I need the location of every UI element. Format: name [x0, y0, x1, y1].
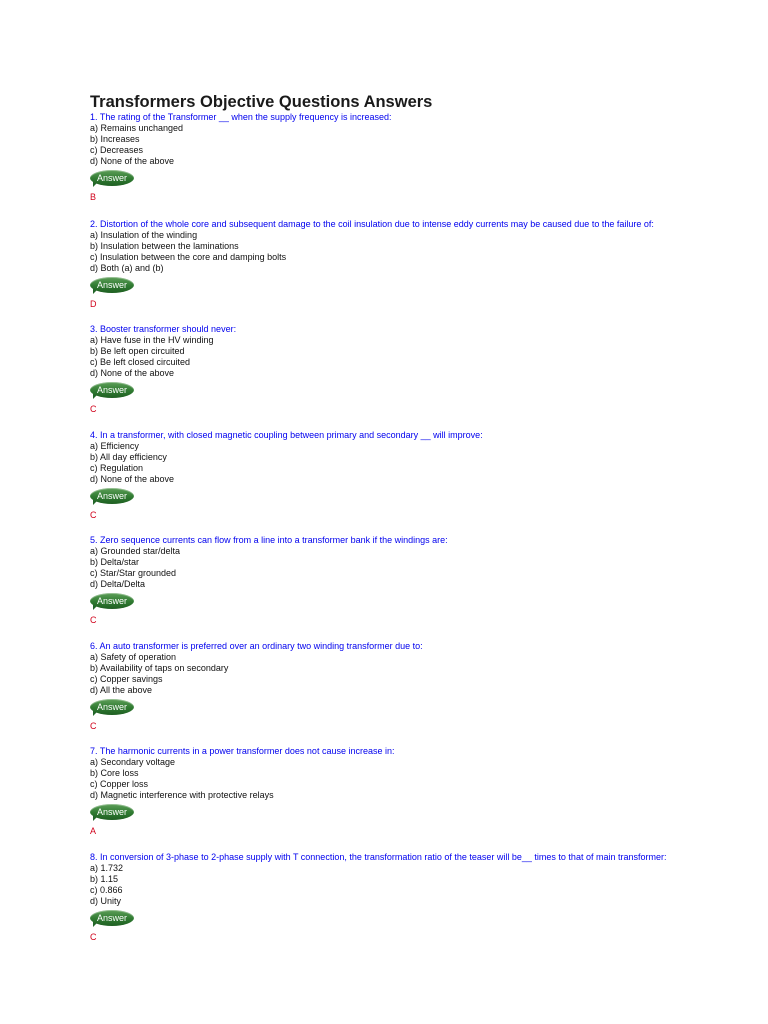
- answer-option: a) Have fuse in the HV winding: [90, 335, 214, 345]
- answer-option: a) Remains unchanged: [90, 123, 184, 133]
- answer-option: b) Delta/star: [90, 557, 140, 567]
- page-title: Transformers Objective Questions Answers: [90, 93, 433, 111]
- answer-button-label: Answer: [96, 702, 127, 712]
- answer-option: c) Copper loss: [90, 779, 149, 789]
- correct-answer: B: [90, 192, 97, 202]
- answer-button-label: Answer: [96, 280, 127, 290]
- correct-answer: C: [90, 404, 97, 414]
- answer-option: d) None of the above: [90, 368, 175, 378]
- answer-option: c) Insulation between the core and damping bolts: [90, 252, 287, 262]
- question-text: 4. In a transformer, with closed magnetic coupling between primary and secondary __ will improve:: [90, 430, 483, 440]
- answer-option: a) Grounded star/delta: [90, 546, 181, 556]
- correct-answer: C: [90, 615, 97, 625]
- answer-button-label: Answer: [96, 596, 127, 606]
- answer-option: a) Secondary voltage: [90, 757, 176, 767]
- answer-button-label: Answer: [96, 913, 127, 923]
- answer-button-label: Answer: [96, 491, 127, 501]
- answer-option: d) Magnetic interference with protective relays: [90, 790, 274, 800]
- answer-option: d) None of the above: [90, 474, 175, 484]
- answer-option: c) Star/Star grounded: [90, 568, 177, 578]
- answer-button-label: Answer: [96, 807, 127, 817]
- answer-option: b) Availability of taps on secondary: [90, 663, 229, 673]
- answer-option: b) Insulation between the laminations: [90, 241, 239, 251]
- question-block: [90, 430, 678, 521]
- answer-option: c) Decreases: [90, 145, 144, 155]
- answer-button[interactable]: [90, 382, 134, 399]
- correct-answer: D: [90, 299, 97, 309]
- question-text: 3. Booster transformer should never:: [90, 324, 237, 334]
- correct-answer: C: [90, 510, 97, 520]
- answer-option: a) Insulation of the winding: [90, 230, 198, 240]
- question-text: 1. The rating of the Transformer __ when the supply frequency is increased:: [90, 112, 392, 122]
- answer-button[interactable]: [90, 593, 134, 610]
- answer-option: b) Increases: [90, 134, 140, 144]
- question-block: [90, 746, 678, 837]
- question-block: [90, 112, 678, 203]
- answer-option: c) Regulation: [90, 463, 144, 473]
- answer-option: d) Delta/Delta: [90, 579, 146, 589]
- question-text: 8. In conversion of 3-phase to 2-phase supply with T connection, the transformation ratio of the teaser will be__ times to that of main transformer:: [90, 852, 667, 862]
- answer-option: b) All day efficiency: [90, 452, 167, 462]
- answer-option: a) Efficiency: [90, 441, 139, 451]
- answer-option: a) Safety of operation: [90, 652, 177, 662]
- question-text: 5. Zero sequence currents can flow from a line into a transformer bank if the windings are:: [90, 535, 448, 545]
- answer-option: b) Be left open circuited: [90, 346, 185, 356]
- question-text: 7. The harmonic currents in a power transformer does not cause increase in:: [90, 746, 395, 756]
- question-block: [90, 535, 678, 626]
- answer-option: d) All the above: [90, 685, 153, 695]
- question-block: [90, 852, 678, 943]
- answer-option: d) Unity: [90, 896, 122, 906]
- answer-button-label: Answer: [96, 173, 127, 183]
- correct-answer: C: [90, 721, 97, 731]
- answer-option: a) 1.732: [90, 863, 124, 873]
- answer-button-label: Answer: [96, 385, 127, 395]
- correct-answer: A: [90, 826, 97, 836]
- question-list: [90, 112, 678, 943]
- question-text: 2. Distortion of the whole core and subsequent damage to the coil insulation due to intense eddy currents may be caused due to the failure of:: [90, 219, 654, 229]
- answer-option: c) 0.866: [90, 885, 123, 895]
- answer-option: b) Core loss: [90, 768, 139, 778]
- question-block: [90, 641, 678, 732]
- correct-answer: C: [90, 932, 97, 942]
- answer-option: c) Copper savings: [90, 674, 163, 684]
- question-text: 6. An auto transformer is preferred over an ordinary two winding transformer due to:: [90, 641, 423, 651]
- answer-button[interactable]: [90, 170, 134, 187]
- answer-button[interactable]: [90, 804, 134, 821]
- answer-button[interactable]: [90, 277, 134, 294]
- answer-option: c) Be left closed circuited: [90, 357, 191, 367]
- answer-button[interactable]: [90, 910, 134, 927]
- answer-option: d) Both (a) and (b): [90, 263, 164, 273]
- answer-button[interactable]: [90, 488, 134, 505]
- question-block: [90, 324, 678, 415]
- answer-button[interactable]: [90, 699, 134, 716]
- answer-option: b) 1.15: [90, 874, 119, 884]
- answer-option: d) None of the above: [90, 156, 175, 166]
- question-block: [90, 219, 678, 310]
